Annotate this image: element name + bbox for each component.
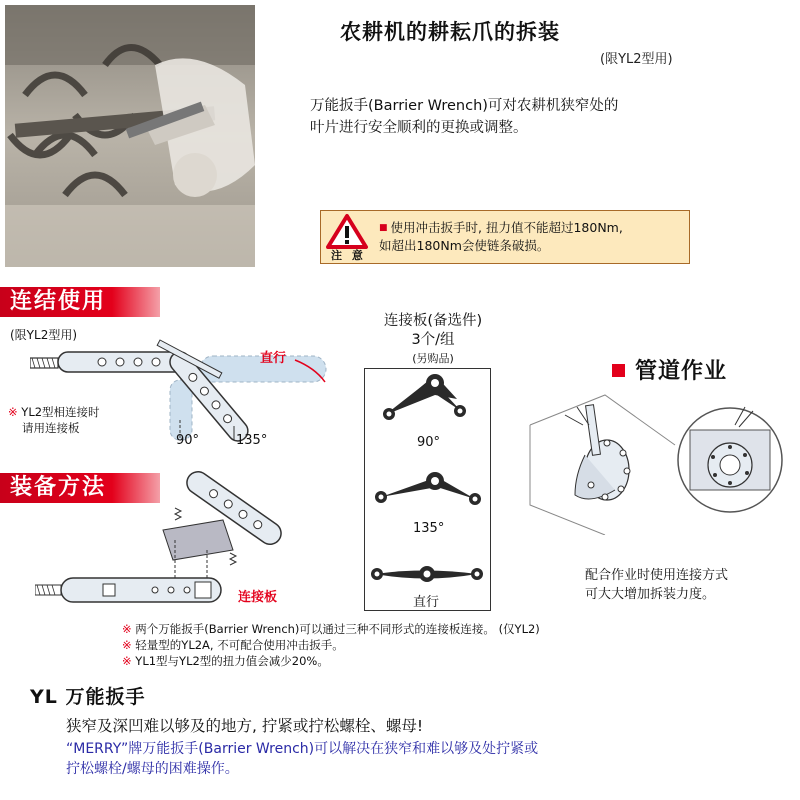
connect-limit: (限YL2型用) <box>10 328 78 342</box>
red-square-icon <box>612 364 625 377</box>
connector-title-line-2: 3个/组 <box>411 332 455 348</box>
section-heading-install: 装备方法 <box>0 473 160 503</box>
connector-plates-title <box>368 312 498 350</box>
angle-90-label: 90° <box>176 433 200 448</box>
connect-note-line-2: 请用连接板 <box>22 421 80 435</box>
straight-label: 直行 <box>260 351 287 366</box>
page-title: 农耕机的耕耘爪的拆装 <box>340 20 560 44</box>
plate-straight-label: 直行 <box>413 595 440 610</box>
note-mark: ※ <box>8 405 18 419</box>
caution-box <box>320 210 690 264</box>
pipe-work-note <box>585 566 785 604</box>
note-mark: ※ <box>122 638 132 652</box>
caution-line-2: 如超出180Nm会使链条破损。 <box>379 238 550 253</box>
install-diagram <box>35 470 335 610</box>
plate-label: 连接板 <box>238 590 278 605</box>
footnote-text: 两个万能扳手(Barrier Wrench)可以通过三种不同形式的连接板连接。 (仅YL2) <box>135 622 540 636</box>
footnote-text: YL1型与YL2型的扭力值会减少20%。 <box>135 654 329 668</box>
connector-title-line-1: 连接板(备选件) <box>383 313 483 329</box>
footnotes <box>122 621 540 669</box>
caution-line-1: 使用冲击扳手时, 扭力值不能超过180Nm, <box>390 220 623 235</box>
pipe-work-heading <box>612 354 727 385</box>
caution-label: 注 意 <box>331 249 366 262</box>
yl-tagline: 狭窄及深凹难以够及的地方, 拧紧或拧松螺栓、螺母! <box>66 717 424 735</box>
yl-description-line-2: 拧松螺栓/螺母的困难操作。 <box>66 761 239 777</box>
pipe-note-line-2: 可大大增加拆装力度。 <box>585 587 716 602</box>
note-mark: ※ <box>122 622 132 636</box>
pipe-work-heading-text: 管道作业 <box>635 359 728 384</box>
connector-plates-sub: (另购品) <box>412 352 454 365</box>
yl-title: YL 万能扳手 <box>30 686 146 708</box>
yl-description-line-1: “MERRY”牌万能扳手(Barrier Wrench)可以解决在狭窄和难以够及处拧紧或 <box>66 741 539 757</box>
intro-text <box>310 95 710 139</box>
page-subtitle: (限YL2型用) <box>600 52 673 67</box>
bullet-square-icon: ■ <box>379 223 388 233</box>
yl-description <box>66 739 786 779</box>
footnote-item <box>122 637 540 653</box>
footnote-item <box>122 653 540 669</box>
plate-90-label: 90° <box>417 435 441 450</box>
connect-note-line-1: YL2型相连接时 <box>21 405 100 419</box>
footnote-item <box>122 621 540 637</box>
intro-line-1: 万能扳手(Barrier Wrench)可对农耕机狭窄处的 <box>310 98 619 114</box>
footnote-text: 轻量型的YL2A, 不可配合使用冲击扳手。 <box>135 638 344 652</box>
caution-text <box>379 219 689 255</box>
pipe-work-diagram <box>525 385 785 535</box>
connector-plates-drawing <box>365 369 489 609</box>
section-heading-connect: 连结使用 <box>0 287 160 317</box>
angle-135-label: 135° <box>236 433 268 448</box>
plate-135-label: 135° <box>413 521 445 536</box>
connector-plates-box <box>364 368 491 611</box>
note-mark: ※ <box>122 654 132 668</box>
tiller-photo <box>5 5 255 267</box>
pipe-note-line-1: 配合作业时使用连接方式 <box>585 568 729 583</box>
intro-line-2: 叶片进行安全顺利的更换或调整。 <box>310 120 528 136</box>
